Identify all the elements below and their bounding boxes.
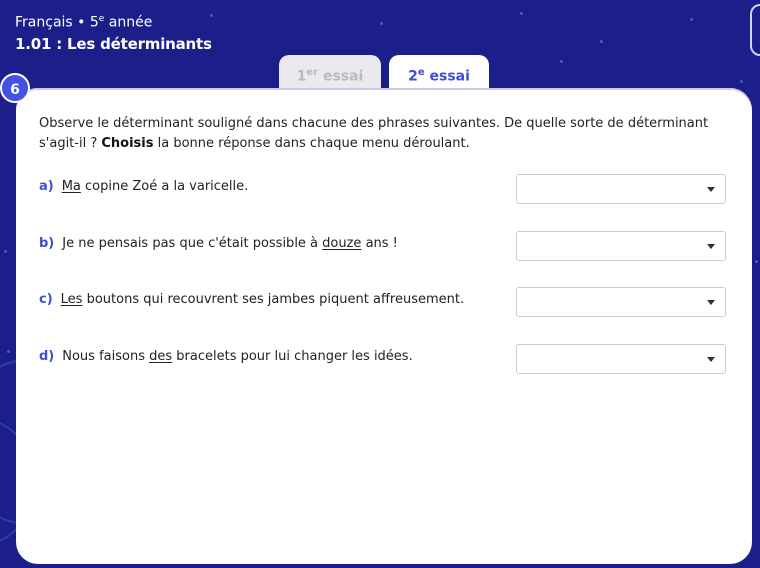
question-number-badge: 6 [0,73,30,103]
item-letter: b) [39,236,55,251]
sentence-after: bracelets pour lui changer les idées. [172,349,413,364]
instruction-bold: Choisis [101,136,154,151]
dropdown-c[interactable] [516,287,726,317]
subject: Français [15,14,73,31]
underlined-determiner: des [149,349,173,364]
dropdown-b[interactable] [516,231,726,261]
sentence-before: Nous faisons [62,349,150,364]
question-instructions [39,114,719,154]
chevron-down-icon [707,357,715,362]
grade-word: année [108,14,153,31]
tab-second-attempt[interactable] [389,55,489,91]
sentence-after: boutons qui recouvrent ses jambes piquent affreusement. [82,292,465,307]
grade-superscript: e [98,14,105,24]
question-panel [16,88,752,564]
chevron-down-icon [707,187,715,192]
tab-first-superscript: er [306,67,319,78]
subject-line [15,10,212,32]
sentence-after: copine Zoé a la varicelle. [80,179,249,194]
sentence-d [39,347,413,367]
dropdown-a[interactable] [516,174,726,204]
sentence-b [39,234,398,254]
page-header [15,10,212,54]
sentence-a [39,177,248,197]
sentence-c [39,290,464,310]
lesson-title: 1.01 : Les déterminants [15,34,212,53]
sentence-before: Je ne pensais pas que c'était possible à [62,236,323,251]
bullet: • [77,14,86,31]
grade-number: 5 [89,14,99,31]
chevron-down-icon [707,300,715,305]
tab-first-attempt[interactable] [279,55,381,91]
tab-first-number: 1 [296,68,307,85]
side-panel-handle[interactable] [750,4,760,56]
underlined-determiner: douze [322,236,362,251]
sentence-after: ans ! [361,236,398,251]
item-letter: a) [39,179,54,194]
chevron-down-icon [707,244,715,249]
underlined-determiner: Les [60,292,83,307]
tab-second-superscript: e [417,67,425,78]
instruction-text-end: la bonne réponse dans chaque menu déroulant. [157,136,470,151]
item-letter: c) [39,292,53,307]
underlined-determiner: Ma [61,179,81,194]
tab-second-label: essai [429,68,470,85]
tab-second-number: 2 [408,68,418,85]
tab-first-label: essai [322,68,364,85]
instruction-text: Observe le déterminant souligné dans chacune des phrases suivantes. De quelle sorte de déterminant s'agit-il ? [39,116,709,151]
item-letter: d) [39,349,55,364]
dropdown-d[interactable] [516,344,726,374]
